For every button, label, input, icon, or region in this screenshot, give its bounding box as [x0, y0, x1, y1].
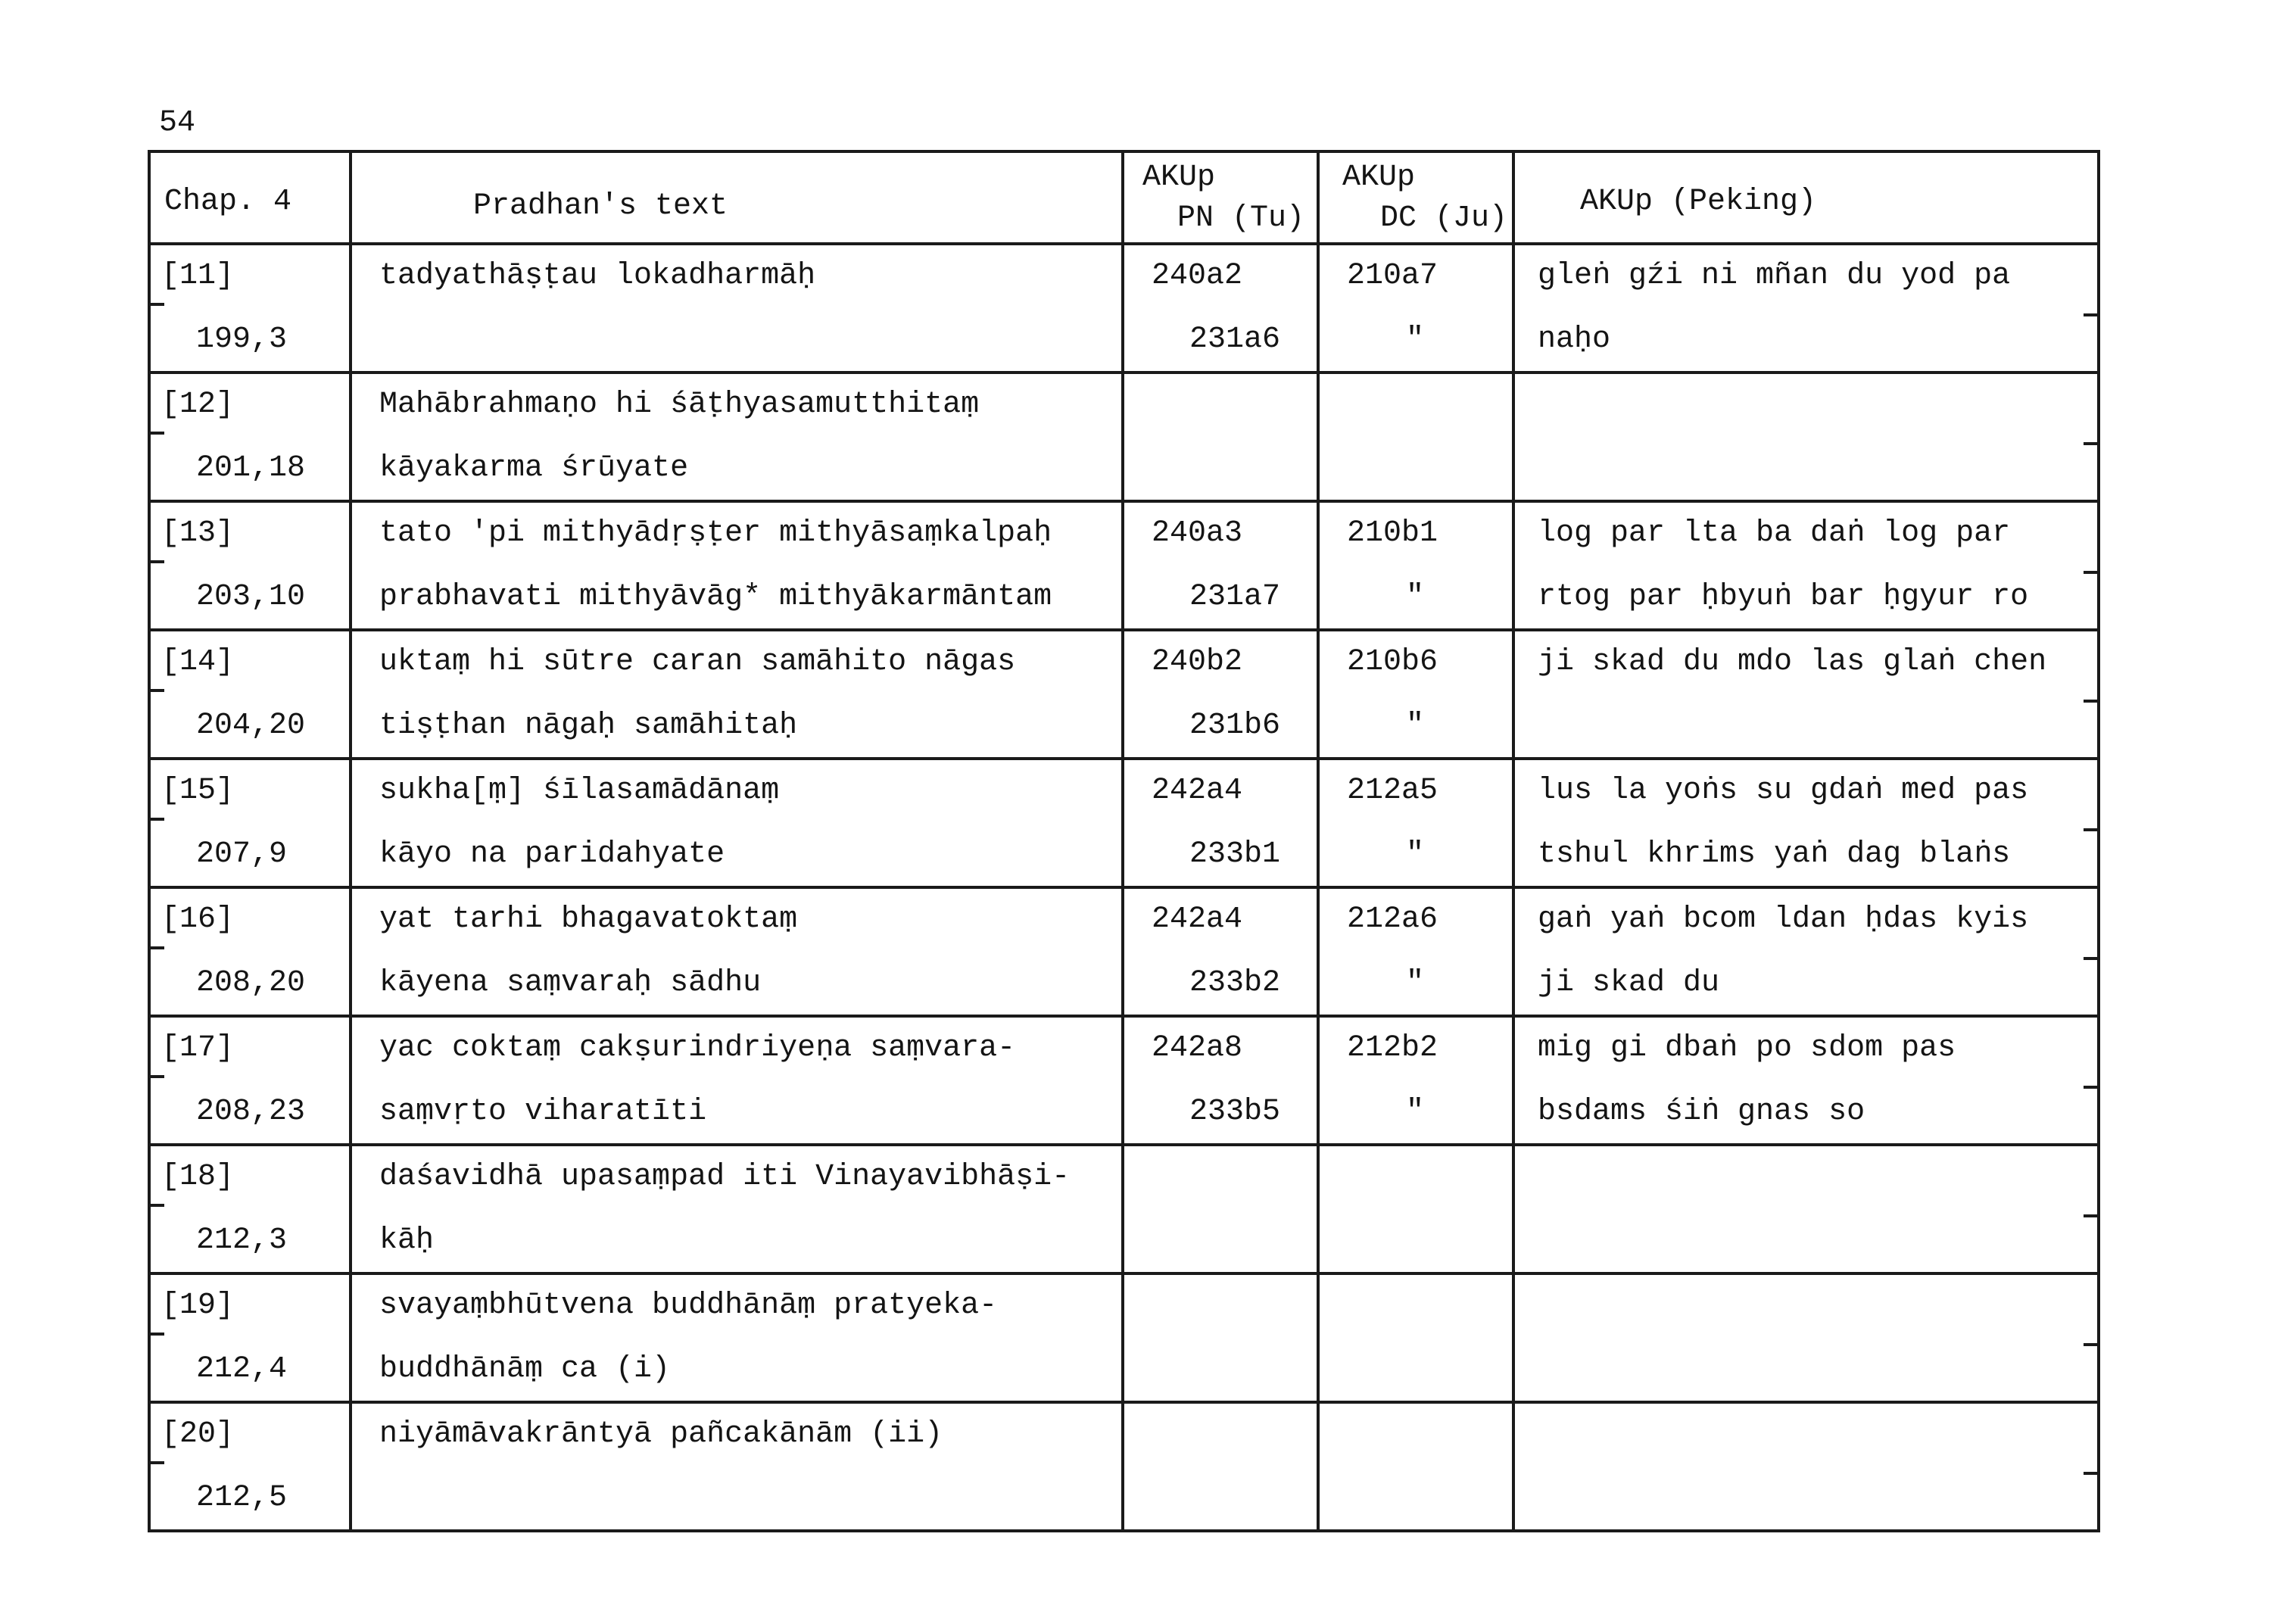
pradhan-text-cell: [351, 244, 1123, 372]
dc-cell: [1318, 372, 1513, 501]
pn-cell: [1123, 1016, 1318, 1145]
peking-cell: [1513, 372, 2099, 501]
chapter-cell: [149, 887, 351, 1016]
pn-cell-line1: 242a8: [1152, 1031, 1243, 1065]
pradhan-text-cell-line2: saṃvṛto viharatīti: [379, 1095, 707, 1129]
dc-cell-line1: 210b6: [1347, 645, 1438, 679]
table-row: [149, 244, 2099, 372]
chapter-cell: [149, 630, 351, 759]
chapter-cell-line1: [18]: [161, 1160, 235, 1194]
pradhan-text-cell: [351, 1016, 1123, 1145]
pradhan-text-cell: [351, 1273, 1123, 1402]
row-divider-tick: [148, 946, 164, 949]
row-divider-tick: [148, 303, 164, 306]
dc-cell-line1: 210b1: [1347, 516, 1438, 550]
row-divider-tick: [2084, 700, 2100, 703]
table-row: [149, 372, 2099, 501]
chapter-cell: [149, 759, 351, 887]
peking-cell: [1513, 759, 2099, 887]
pn-cell-line2: 233b1: [1189, 837, 1281, 871]
table-row: [149, 1145, 2099, 1273]
pn-cell-line2: 231a6: [1189, 323, 1281, 357]
row-divider-tick: [148, 689, 164, 692]
row-divider-tick: [148, 560, 164, 563]
pn-cell-line1: 240a2: [1152, 259, 1243, 293]
dc-cell: [1318, 759, 1513, 887]
page-number: 54: [159, 106, 196, 140]
peking-cell: [1513, 1273, 2099, 1402]
pradhan-text-cell-line2: kāḥ: [379, 1223, 435, 1258]
row-divider-tick: [2084, 1214, 2100, 1217]
peking-cell-line2: naḥo: [1538, 323, 1611, 357]
chapter-cell-line1: [14]: [161, 645, 235, 679]
dc-cell: [1318, 244, 1513, 372]
pn-cell-line2: 231b6: [1189, 709, 1281, 743]
peking-cell-line1: log par lta ba daṅ log par: [1538, 516, 2011, 550]
pradhan-text-cell-line1: niyāmāvakrāntyā pañcakānām (ii): [379, 1417, 943, 1451]
pn-cell-line1: 242a4: [1152, 902, 1243, 937]
row-divider-tick: [2084, 571, 2100, 574]
pn-cell: [1123, 372, 1318, 501]
header-row: [149, 151, 2099, 244]
pradhan-text-cell: [351, 887, 1123, 1016]
peking-cell: [1513, 630, 2099, 759]
pn-cell-line2: 233b2: [1189, 966, 1281, 1000]
pradhan-text-cell: [351, 501, 1123, 630]
pn-cell: [1123, 1145, 1318, 1273]
dc-cell-line2: ": [1406, 837, 1425, 871]
dc-cell-line2: ": [1406, 709, 1425, 743]
peking-cell-line2: rtog par ḥbyuṅ bar ḥgyur ro: [1538, 580, 2029, 614]
table-row: [149, 501, 2099, 630]
table-row: [149, 1016, 2099, 1145]
dc-cell: [1318, 1273, 1513, 1402]
peking-cell-line2: bsdams śiṅ gnas so: [1538, 1095, 1865, 1129]
peking-cell: [1513, 1016, 2099, 1145]
table-row: [149, 1402, 2099, 1531]
row-divider-tick: [2084, 828, 2100, 831]
header-pn: [1123, 151, 1318, 244]
chapter-cell-line1: [15]: [161, 774, 235, 808]
pradhan-text-cell: [351, 630, 1123, 759]
pradhan-text-cell-line2: prabhavati mithyāvāg* mithyākarmāntam: [379, 580, 1052, 614]
peking-cell: [1513, 1402, 2099, 1531]
pn-cell: [1123, 759, 1318, 887]
chapter-cell: [149, 1273, 351, 1402]
peking-cell-line1: gleṅ gźi ni mñan du yod pa: [1538, 259, 2011, 293]
chapter-cell: [149, 1402, 351, 1531]
dc-cell: [1318, 1145, 1513, 1273]
pn-cell: [1123, 887, 1318, 1016]
pn-cell-line2: 231a7: [1189, 580, 1281, 614]
header-pradhan-text: [351, 151, 1123, 244]
dc-cell-line2: ": [1406, 323, 1425, 357]
header-chapter-label: Chap. 4: [164, 185, 292, 219]
pradhan-text-cell-line1: tadyathāṣṭau lokadharmāḥ: [379, 259, 816, 293]
dc-cell-line2: ": [1406, 580, 1425, 614]
dc-cell: [1318, 1402, 1513, 1531]
header-dc-bottom: DC (Ju): [1380, 201, 1508, 235]
pradhan-text-cell-line1: Mahābrahmaṇo hi śāṭhyasamutthitaṃ: [379, 388, 980, 422]
chapter-cell-line2: 203,10: [196, 580, 306, 614]
pradhan-text-cell-line2: kāyena saṃvaraḥ sādhu: [379, 966, 762, 1000]
row-divider-tick: [148, 1461, 164, 1464]
pradhan-text-cell: [351, 372, 1123, 501]
row-divider-tick: [148, 818, 164, 821]
chapter-cell: [149, 1016, 351, 1145]
dc-cell-line1: 212b2: [1347, 1031, 1438, 1065]
pradhan-text-cell-line2: buddhānāṃ ca (i): [379, 1352, 671, 1386]
pn-cell: [1123, 1402, 1318, 1531]
peking-cell-line1: mig gi dbaṅ po sdom pas: [1538, 1031, 1956, 1065]
pradhan-text-cell: [351, 1402, 1123, 1531]
row-divider-tick: [2084, 1343, 2100, 1346]
dc-cell-line1: 212a6: [1347, 902, 1438, 937]
row-divider-tick: [148, 1075, 164, 1078]
pn-cell-line1: 240b2: [1152, 645, 1243, 679]
header-peking-label: AKUp (Peking): [1580, 185, 1817, 219]
chapter-cell-line1: [16]: [161, 902, 235, 937]
chapter-cell: [149, 501, 351, 630]
dc-cell-line2: ": [1406, 1095, 1425, 1129]
peking-cell-line1: lus la yoṅs su gdaṅ med pas: [1538, 774, 2029, 808]
chapter-cell: [149, 244, 351, 372]
pn-cell: [1123, 630, 1318, 759]
pradhan-text-cell-line1: yac coktaṃ cakṣurindriyeṇa saṃvara-: [379, 1031, 1016, 1065]
row-divider-tick: [148, 432, 164, 435]
pn-cell-line2: 233b5: [1189, 1095, 1281, 1129]
pn-cell-line1: 242a4: [1152, 774, 1243, 808]
table-row: [149, 630, 2099, 759]
chapter-cell-line2: 212,5: [196, 1481, 288, 1515]
peking-cell: [1513, 1145, 2099, 1273]
dc-cell-line1: 212a5: [1347, 774, 1438, 808]
row-divider-tick: [2084, 442, 2100, 445]
pn-cell: [1123, 244, 1318, 372]
peking-cell: [1513, 887, 2099, 1016]
chapter-cell-line2: 204,20: [196, 709, 306, 743]
pradhan-text-cell-line2: tiṣṭhan nāgaḥ samāhitaḥ: [379, 709, 798, 743]
chapter-cell-line2: 199,3: [196, 323, 288, 357]
comparison-table: [148, 150, 2097, 1532]
row-divider-tick: [2084, 957, 2100, 960]
row-divider-tick: [2084, 313, 2100, 316]
table-row: [149, 887, 2099, 1016]
header-pn-bottom: PN (Tu): [1177, 201, 1305, 235]
pradhan-text-cell-line1: yat tarhi bhagavatoktaṃ: [379, 902, 798, 937]
dc-cell-line1: 210a7: [1347, 259, 1438, 293]
chapter-cell-line1: [17]: [161, 1031, 235, 1065]
pradhan-text-cell-line1: daśavidhā upasaṃpad iti Vinayavibhāṣi-: [379, 1160, 1071, 1194]
header-dc: [1318, 151, 1513, 244]
row-divider-tick: [148, 1204, 164, 1207]
table-row: [149, 1273, 2099, 1402]
pradhan-text-cell-line1: sukha[ṃ] śīlasamādānaṃ: [379, 774, 780, 808]
chapter-cell: [149, 372, 351, 501]
dc-cell: [1318, 630, 1513, 759]
chapter-cell-line2: 212,3: [196, 1223, 288, 1258]
pradhan-text-cell: [351, 759, 1123, 887]
pradhan-text-cell-line1: uktaṃ hi sūtre caran samāhito nāgas: [379, 645, 1016, 679]
header-peking: [1513, 151, 2099, 244]
row-divider-tick: [148, 1333, 164, 1336]
row-divider-tick: [2084, 1086, 2100, 1089]
pradhan-text-cell-line1: svayaṃbhūtvena buddhānāṃ pratyeka-: [379, 1289, 998, 1323]
pradhan-text-cell: [351, 1145, 1123, 1273]
peking-cell-line2: ji skad du: [1538, 966, 1720, 1000]
chapter-cell-line1: [11]: [161, 259, 235, 293]
table-row: [149, 759, 2099, 887]
row-divider-tick: [2084, 1472, 2100, 1475]
header-dc-top: AKUp: [1342, 161, 1416, 195]
peking-cell-line1: ji skad du mdo las glaṅ chen: [1538, 645, 2047, 679]
peking-cell-line2: tshul khrims yaṅ dag blaṅs: [1538, 837, 2011, 871]
pn-cell-line1: 240a3: [1152, 516, 1243, 550]
peking-cell: [1513, 244, 2099, 372]
header-text-label: Pradhan's text: [473, 189, 728, 223]
chapter-cell: [149, 1145, 351, 1273]
peking-cell: [1513, 501, 2099, 630]
dc-cell: [1318, 887, 1513, 1016]
pn-cell: [1123, 1273, 1318, 1402]
dc-cell: [1318, 501, 1513, 630]
chapter-cell-line1: [19]: [161, 1289, 235, 1323]
header-pn-top: AKUp: [1142, 161, 1216, 195]
chapter-cell-line2: 208,23: [196, 1095, 306, 1129]
chapter-cell-line2: 212,4: [196, 1352, 288, 1386]
pn-cell: [1123, 501, 1318, 630]
pradhan-text-cell-line2: kāyakarma śrūyate: [379, 451, 689, 485]
dc-cell-line2: ": [1406, 966, 1425, 1000]
peking-cell-line1: gaṅ yaṅ bcom ldan ḥdas kyis: [1538, 902, 2029, 937]
chapter-cell-line1: [13]: [161, 516, 235, 550]
chapter-cell-line1: [20]: [161, 1417, 235, 1451]
header-chapter: [149, 151, 351, 244]
pradhan-text-cell-line2: kāyo na paridahyate: [379, 837, 725, 871]
dc-cell: [1318, 1016, 1513, 1145]
chapter-cell-line2: 201,18: [196, 451, 306, 485]
chapter-cell-line2: 207,9: [196, 837, 288, 871]
chapter-cell-line2: 208,20: [196, 966, 306, 1000]
chapter-cell-line1: [12]: [161, 388, 235, 422]
pradhan-text-cell-line1: tato 'pi mithyādṛṣṭer mithyāsaṃkalpaḥ: [379, 516, 1052, 550]
